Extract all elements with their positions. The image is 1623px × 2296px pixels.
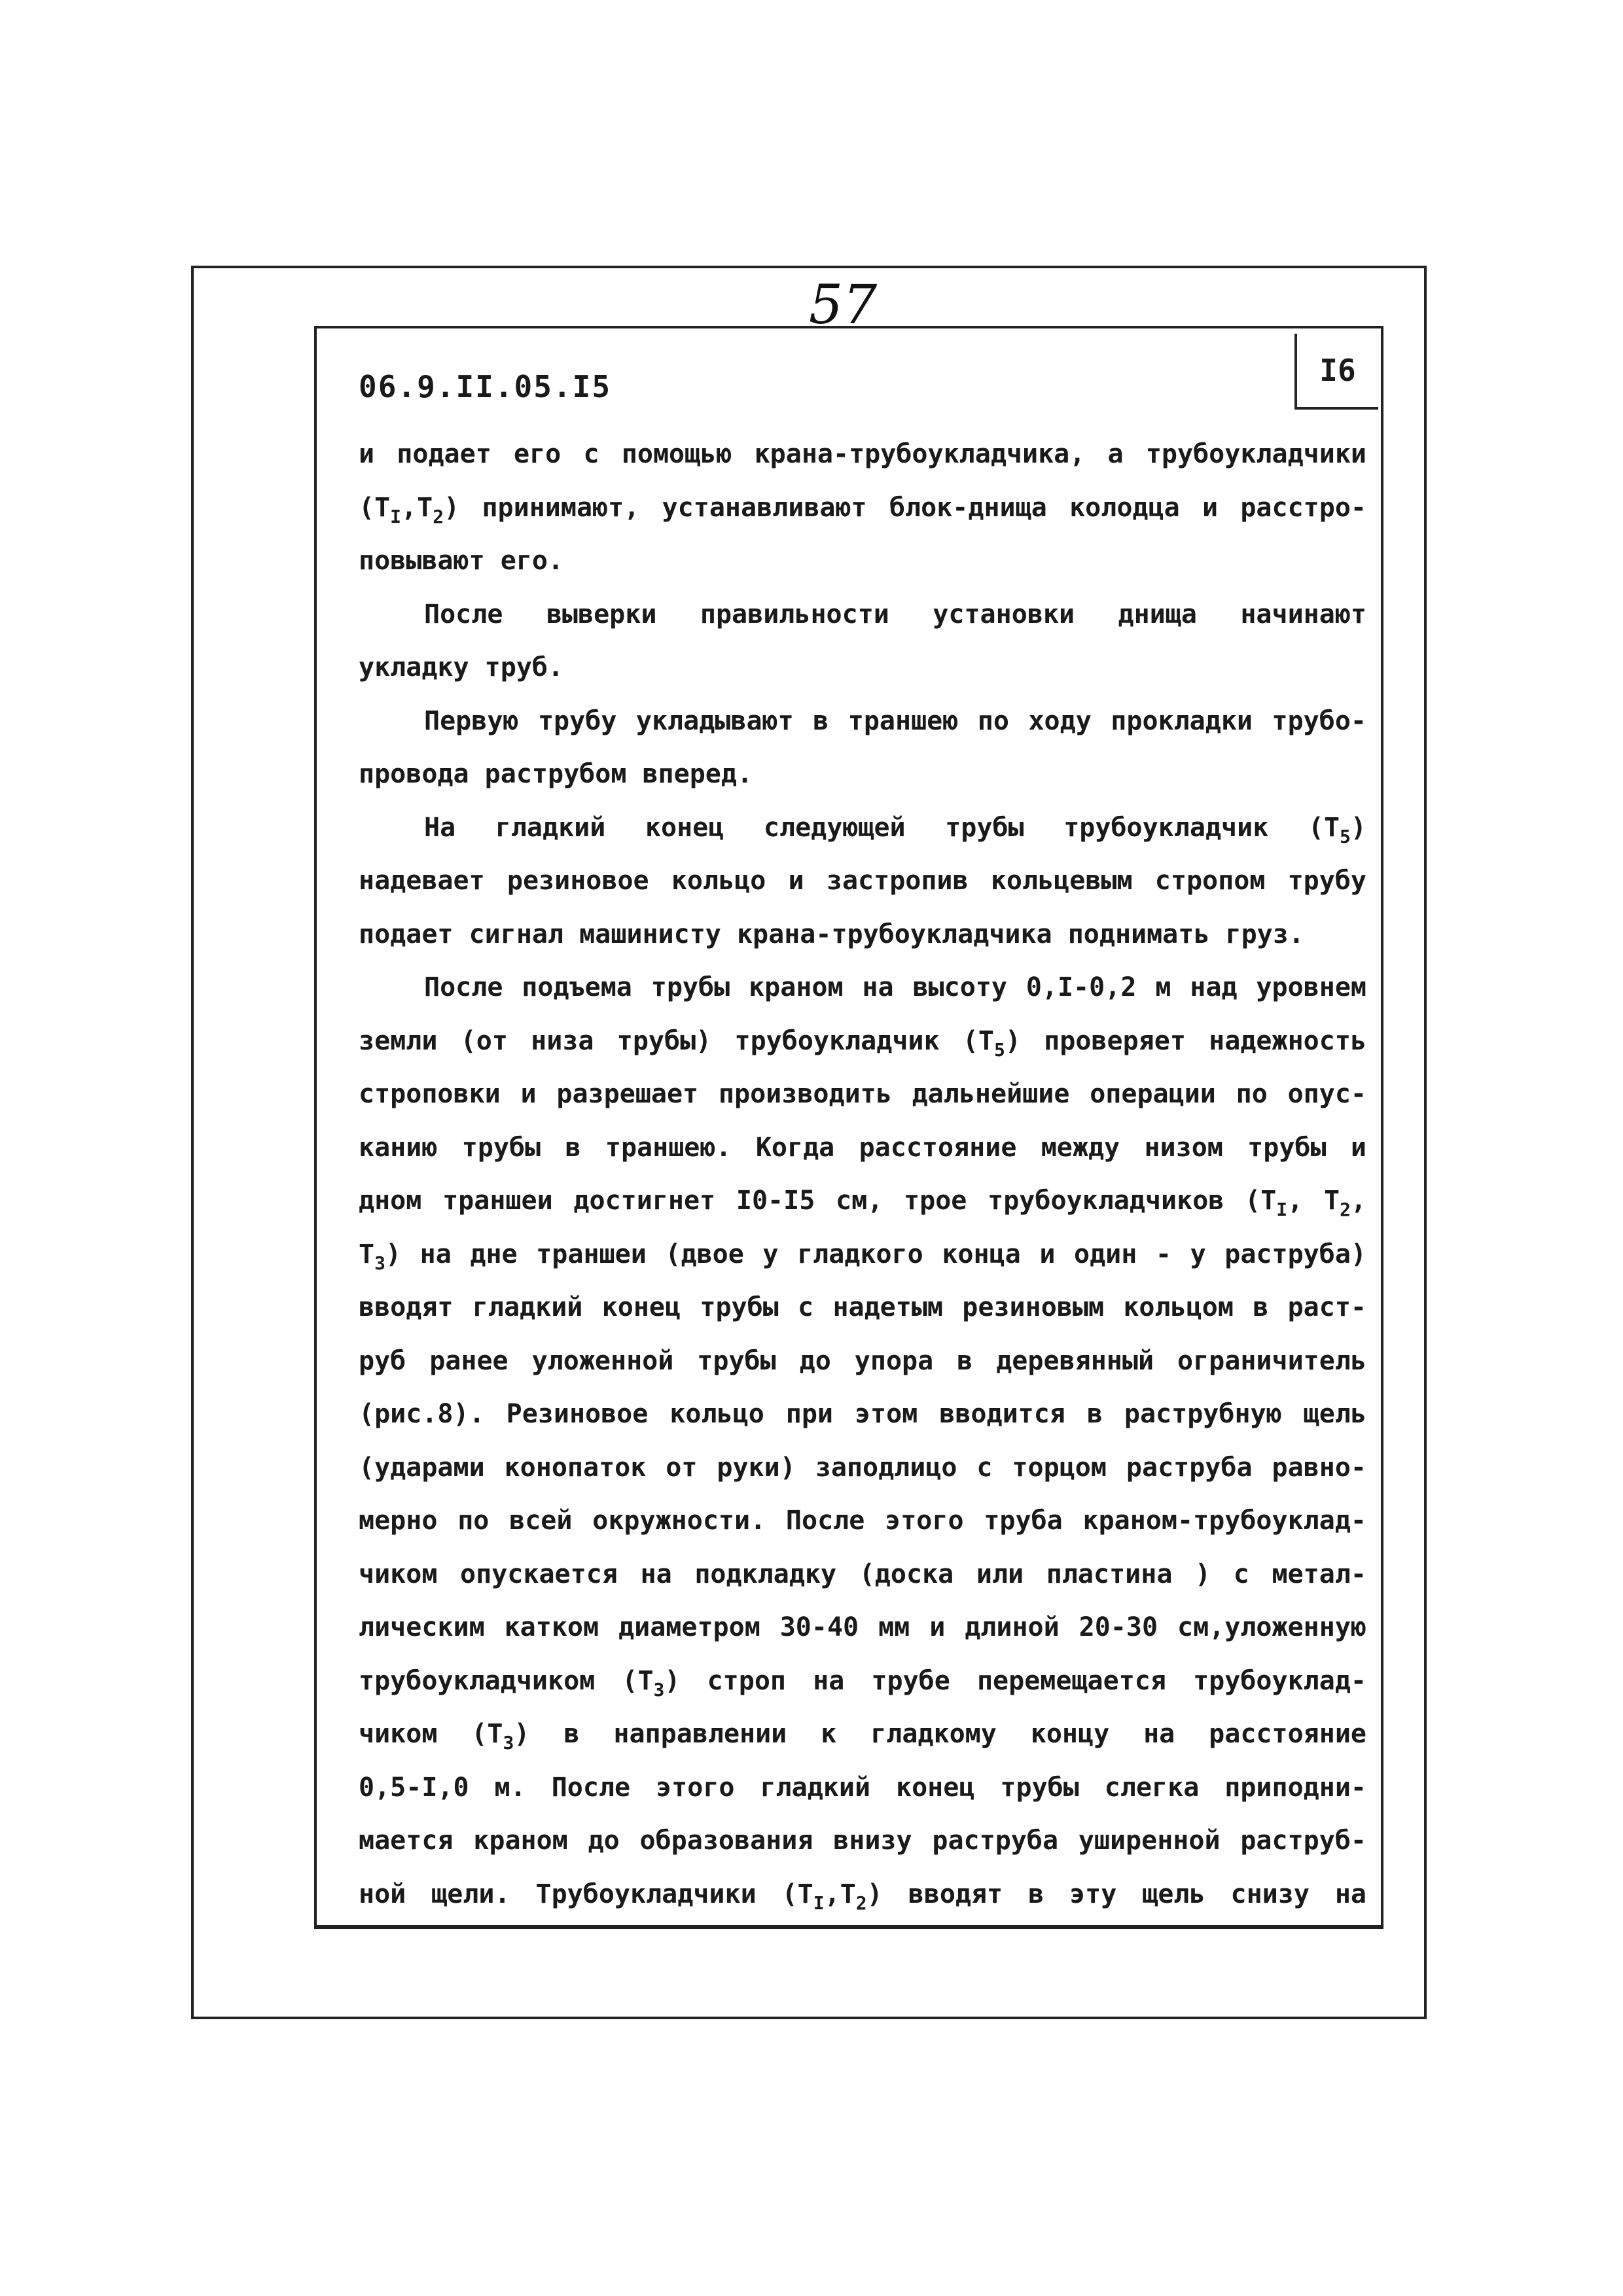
text-line: $(T_I,T_2)$ принимают, устанавливают блок-днища колодца и расстро-: [359, 492, 1366, 527]
text-line: (рис.8). Резиновое кольцо при этом вводится в раструбную щель: [359, 1399, 1366, 1429]
document-code: 06.9.II.05.I5: [359, 369, 612, 404]
text-line: лическим катком диаметром 30-40 мм и длиной 20-30 см,уложенную: [359, 1612, 1366, 1642]
text-line: чиком опускается на подкладку (доска или пластина ) с метал-: [359, 1559, 1366, 1589]
sheet-number-box: I6: [1294, 334, 1378, 410]
text-line: руб ранее уложенной трубы до упора в деревянный ограничитель: [359, 1345, 1366, 1376]
text-line: ной щели. Трубоукладчики $(T_I,T_2)$ вводят в эту щель снизу на: [359, 1879, 1366, 1914]
text-line: надевает резиновое кольцо и застропив кольцевым стропом трубу: [359, 866, 1366, 896]
handwritten-page-number: 57: [808, 274, 878, 336]
text-line: (ударами конопаток от руки) заподлицо с торцом раструба равно-: [359, 1452, 1366, 1483]
text-line: земли (от низа трубы) трубоукладчик $(T_5)$ проверяет надежность: [359, 1025, 1366, 1061]
text-line: канию трубы в траншею. Когда расстояние между низом трубы и: [359, 1132, 1366, 1163]
text-line: укладку труб.: [359, 652, 564, 682]
text-line: строповки и разрешает производить дальнейшие операции по опус-: [359, 1079, 1366, 1109]
text-line: мерно по всей окружности. После этого труба краном-трубоуклад-: [359, 1506, 1366, 1536]
text-line: мается краном до образования внизу раструба уширенной раструб-: [359, 1826, 1366, 1856]
text-line: 0,5-I,0 м. После этого гладкий конец трубы слегка приподни-: [359, 1772, 1366, 1803]
text-line: После подъема трубы краном на высоту 0,I-0,2 м над уровнем: [424, 972, 1366, 1002]
text-line: и подает его с помощью крана-трубоукладчика, а трубоукладчики: [359, 439, 1366, 469]
text-line: провода раструбом вперед.: [359, 759, 753, 789]
text-line: чиком $(T_3)$ в направлении к гладкому концу на расстояние: [359, 1719, 1366, 1754]
text-line: На гладкий конец следующей трубы трубоукладчик $(T_5)$: [424, 812, 1366, 847]
text-line: вводят гладкий конец трубы с надетым резиновым кольцом в раст-: [359, 1292, 1366, 1322]
document-body-text: [359, 428, 1366, 1921]
text-line: $T_3$) на дне траншеи (двое у гладкого конца и один - у раструба): [359, 1239, 1366, 1274]
text-line: трубоукладчиком $(T_3)$ строп на трубе перемещается трубоуклад-: [359, 1665, 1366, 1701]
text-line: После выверки правильности установки днища начинают: [424, 599, 1366, 629]
text-line: Первую трубу укладывают в траншею по ходу прокладки трубо-: [424, 705, 1366, 736]
text-line: повывают его.: [359, 546, 564, 576]
text-line: подает сигнал машинисту крана-трубоукладчика поднимать груз.: [359, 919, 1304, 949]
text-line: дном траншеи достигнет I0-I5 см, трое трубоукладчиков ($T_I$, $T_2$,: [359, 1186, 1367, 1220]
